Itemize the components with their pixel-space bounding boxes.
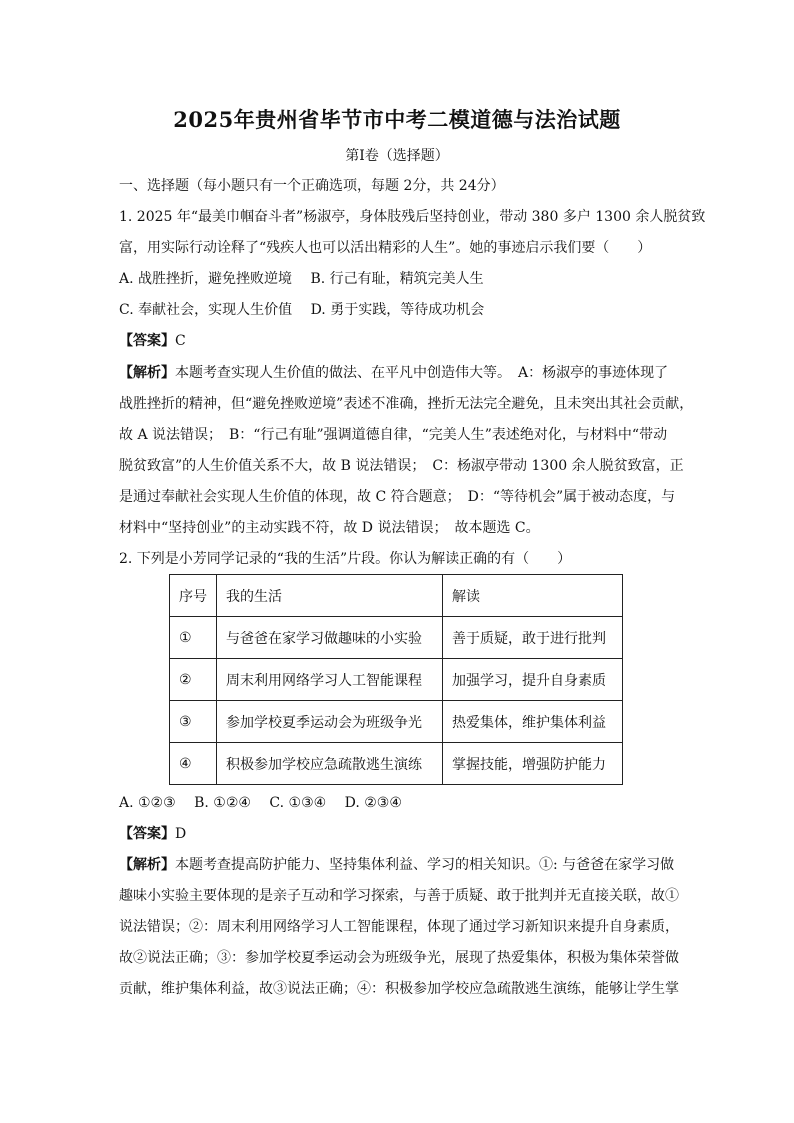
q1-analysis-line-2: 战胜挫折的精神，但“避免挫败逆境”表述不准确，挫折无法完全避免，且未突出其社会贡献， [119,396,694,412]
table-row [170,617,623,659]
q2-analysis-line-4: 故②说法正确；③：参加学校夏季运动会为班级争光，展现了热爱集体，积极为集体荣誉做 [119,950,679,966]
table-row [170,701,623,743]
q1-analysis-line-3: 故 A 说法错误； B：“行己有耻”强调道德自律，“完美人生”表述绝对化，与材料中“带动 [119,427,668,443]
q2-stem: 2. 下列是小芳同学记录的“我的生活”片段。你认为解读正确的有（ ） [119,551,572,567]
answer-label: 【答案】 [119,826,175,842]
life-record-table [169,574,623,785]
page-title: 2025年贵州省毕节市中考二模道德与法治试题 [173,107,621,132]
q1-analysis-line-4: 脱贫致富”的人生价值关系不大，故 B 说法错误； C：杨淑亭带动 1300 余人脱贫致富，正 [119,458,684,474]
table-cell: 积极参加学校应急疏散逃生演练 [217,743,443,785]
q1-analysis-line-1 [119,363,668,383]
q2-analysis-line-1 [119,855,674,875]
answer-value: C [175,333,186,349]
table-cell: 加强学习，提升自身素质 [443,659,623,701]
table-cell: 热爱集体，维护集体利益 [443,701,623,743]
q2-analysis-line-3: 说法错误；②：周末利用网络学习人工智能课程，体现了通过学习新知识来提升自身素质， [119,919,679,935]
table-cell: 善于质疑，敢于进行批判 [443,617,623,659]
answer-label: 【答案】 [119,333,175,349]
section-heading: 一、选择题（每小题只有一个正确选项，每题 2分，共 24分） [119,178,505,194]
q2-options: A. ①②③ B. ①②④ C. ①③④ D. ②③④ [119,795,402,811]
q1-options-line-2: C. 奉献社会，实现人生价值 D. 勇于实践，等待成功机会 [119,302,485,318]
q1-analysis-line-5: 是通过奉献社会实现人生价值的体现，故 C 符合题意； D：“等待机会”属于被动态度，与 [119,489,676,505]
q2-analysis-line-5: 贡献，维护集体利益，故③说法正确；④：积极参加学校应急疏散逃生演练，能够让学生掌 [119,981,679,997]
analysis-label: 【解析】 [119,365,175,381]
q1-stem-line-2: 富，用实际行动诠释了“残疾人也可以活出精彩的人生”。她的事迹启示我们要（ ） [119,240,652,256]
table-cell: ② [170,659,217,701]
table-row [170,659,623,701]
analysis-text: 本题考查提高防护能力、坚持集体利益、学习的相关知识。①: 与爸爸在家学习做 [175,857,675,873]
table-header-cell: 序号 [170,575,217,617]
q1-answer [119,331,186,351]
table-cell: ③ [170,701,217,743]
table-cell: 参加学校夏季运动会为班级争光 [217,701,443,743]
section-subtitle: 第I卷（选择题） [345,148,449,164]
answer-value: D [175,826,187,842]
table-cell: 与爸爸在家学习做趣味的小实验 [217,617,443,659]
q1-options-line-1: A. 战胜挫折，避免挫败逆境 B. 行己有耻，精筑完美人生 [119,271,484,287]
analysis-label: 【解析】 [119,857,175,873]
table-header-cell: 我的生活 [217,575,443,617]
table-cell: 周末利用网络学习人工智能课程 [217,659,443,701]
table-row [170,743,623,785]
q2-analysis-line-2: 趣味小实验主要体现的是亲子互动和学习探索，与善于质疑、敢于批判并无直接关联，故① [119,888,679,904]
table-header-row [170,575,623,617]
table-cell: 掌握技能，增强防护能力 [443,743,623,785]
table-cell: ① [170,617,217,659]
table-cell: ④ [170,743,217,785]
q1-analysis-line-6: 材料中“坚持创业”的主动实践不符，故 D 说法错误； 故本题选 C。 [119,520,540,536]
q1-stem-line-1: 1. 2025 年“最美巾帼奋斗者”杨淑亭，身体肢残后坚持创业，带动 380 多户 1300 余人脱贫致 [119,209,706,225]
q2-answer [119,824,186,844]
analysis-text: 本题考查实现人生价值的做法、在平凡中创造伟大等。 A：杨淑亭的事迹体现了 [175,365,669,381]
table-header-cell: 解读 [443,575,623,617]
